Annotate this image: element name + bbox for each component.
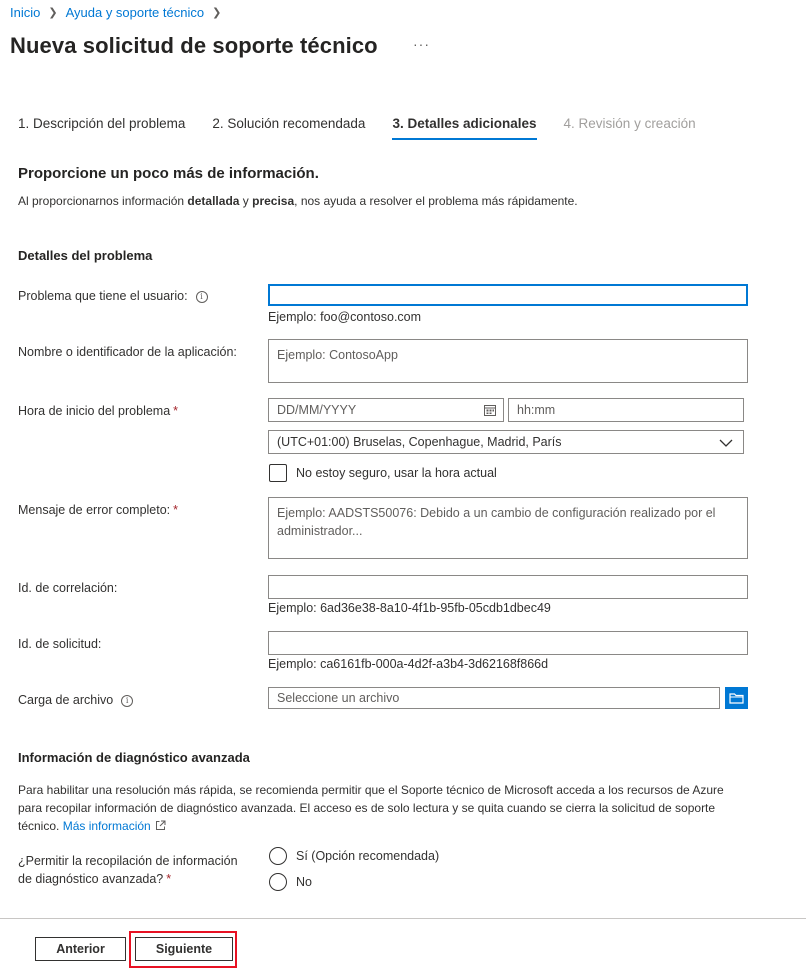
tab-additional-details[interactable]: 3. Detalles adicionales <box>392 116 536 139</box>
chevron-down-icon <box>719 437 733 451</box>
footer-divider <box>0 918 806 919</box>
radio-no[interactable] <box>269 873 287 891</box>
radio-no-label: No <box>296 875 312 889</box>
external-link-icon <box>155 818 166 836</box>
app-name-input[interactable]: Ejemplo: ContosoApp <box>268 339 748 383</box>
more-options-icon[interactable]: ··· <box>413 36 430 52</box>
folder-icon <box>729 692 744 704</box>
radio-yes-label: Sí (Opción recomendada) <box>296 849 440 863</box>
diagnostics-heading: Información de diagnóstico avanzada <box>18 750 250 765</box>
breadcrumb-home[interactable]: Inicio <box>10 5 41 20</box>
wizard-tabs <box>18 116 723 139</box>
info-icon[interactable]: i <box>121 695 133 707</box>
timezone-dropdown[interactable] <box>268 430 744 454</box>
breadcrumb-help-support[interactable]: Ayuda y soporte técnico <box>65 5 205 20</box>
request-id-input[interactable] <box>268 631 748 655</box>
chevron-right-icon: ❯ <box>212 7 222 19</box>
info-icon[interactable]: i <box>196 291 208 303</box>
correlation-id-hint: Ejemplo: 6ad36e38-8a10-4f1b-95fb-05cdb1dbec49 <box>268 601 551 615</box>
not-sure-label: No estoy seguro, usar la hora actual <box>296 466 497 480</box>
timezone-value: (UTC+01:00) Bruselas, Copenhague, Madrid, París <box>277 435 562 449</box>
page-title: Nueva solicitud de soporte técnico <box>10 33 378 58</box>
start-date-input[interactable]: DD/MM/YYYY <box>268 398 504 422</box>
browse-file-button[interactable] <box>725 687 748 709</box>
required-marker: * <box>173 404 179 418</box>
user-problem-label: Problema que tiene el usuario: i <box>18 289 208 303</box>
correlation-id-input[interactable] <box>268 575 748 599</box>
user-problem-hint: Ejemplo: foo@contoso.com <box>268 310 422 324</box>
request-id-hint: Ejemplo: ca6161fb-000a-4d2f-a3b4-3d62168f866d <box>268 657 549 671</box>
diagnostics-description: Para habilitar una resolución más rápida, se recomienda permitir que el Soporte técnico de Microsoft acceda a los recursos de Azure para recopilar información de diagnóstico avanzada. El acceso es de solo lectura y se quita cuando se cierra la solicitud de soporte técnico. Más información <box>18 781 748 836</box>
start-time-label: Hora de inicio del problema * <box>18 404 179 418</box>
user-problem-input[interactable] <box>268 284 748 306</box>
tab-recommended-solution[interactable]: 2. Solución recomendada <box>212 116 366 131</box>
next-button-highlight <box>129 931 237 968</box>
diagnostics-question: ¿Permitir la recopilación de información de diagnóstico avanzada? * <box>18 854 238 886</box>
file-upload-label: Carga de archivo i <box>18 693 133 707</box>
previous-button[interactable]: Anterior <box>35 937 126 961</box>
problem-details-heading: Detalles del problema <box>18 248 153 263</box>
request-id-label: Id. de solicitud: <box>18 637 102 651</box>
app-name-label: Nombre o identificador de la aplicación: <box>18 345 237 359</box>
breadcrumb <box>10 5 229 20</box>
section-description: Al proporcionarnos información detallada y precisa, nos ayuda a resolver el problema más rápidamente. <box>18 194 578 208</box>
error-message-input[interactable]: Ejemplo: AADSTS50076: Debido a un cambio de configuración realizado por el administrador... <box>268 497 748 559</box>
chevron-right-icon: ❯ <box>48 7 58 19</box>
correlation-id-label: Id. de correlación: <box>18 581 118 595</box>
tab-review-create: 4. Revisión y creación <box>563 116 696 131</box>
next-button[interactable]: Siguiente <box>135 937 233 961</box>
section-heading: Proporcione un poco más de información. <box>18 165 319 182</box>
not-sure-checkbox[interactable] <box>269 464 287 482</box>
error-message-label: Mensaje de error completo: * <box>18 503 179 517</box>
start-time-input[interactable]: hh:mm <box>508 398 744 422</box>
radio-yes[interactable] <box>269 847 287 865</box>
required-marker: * <box>173 503 179 517</box>
required-marker: * <box>166 872 172 886</box>
learn-more-link[interactable]: Más información <box>63 819 166 833</box>
file-upload-input[interactable]: Seleccione un archivo <box>268 687 720 709</box>
tab-problem-description[interactable]: 1. Descripción del problema <box>18 116 186 131</box>
calendar-icon[interactable] <box>483 403 497 420</box>
